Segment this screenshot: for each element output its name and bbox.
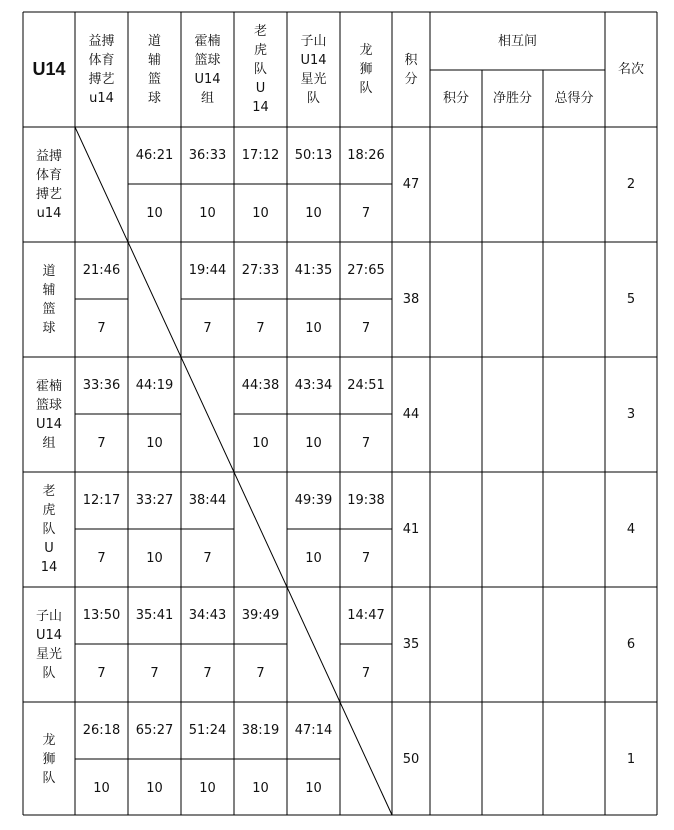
game-points: 10: [305, 780, 322, 796]
game-score: 41:35: [294, 263, 333, 278]
total-points: 38: [402, 292, 420, 307]
column-header-team: 益搏 体育 搏艺 u14: [88, 33, 115, 106]
rank-value: 2: [626, 177, 636, 192]
game-points: 10: [93, 780, 110, 796]
game-points: 10: [305, 550, 322, 566]
game-points: 7: [203, 550, 212, 566]
column-header-team: 龙 狮 队: [359, 43, 373, 96]
total-points: 41: [402, 522, 420, 537]
game-points: 7: [361, 550, 371, 566]
game-points: 10: [146, 205, 163, 221]
game-points: 7: [361, 435, 371, 451]
game-points: 7: [203, 320, 212, 336]
rank-header: 名次: [617, 62, 644, 77]
rank-value: 3: [626, 407, 636, 422]
table-title: U14: [32, 59, 66, 79]
game-score: 44:38: [241, 378, 280, 393]
game-points: 10: [252, 205, 269, 221]
game-score: 27:33: [241, 263, 280, 278]
row-header-team: 老 虎 队 U 14: [40, 484, 58, 575]
game-score: 38:19: [241, 723, 280, 738]
rank-value: 6: [626, 637, 636, 652]
game-score: 47:14: [294, 723, 333, 738]
row-header-team: 道 辅 篮 球: [42, 263, 56, 336]
rank-value: 1: [626, 752, 636, 767]
game-score: 49:39: [294, 493, 333, 508]
game-score: 17:12: [241, 148, 280, 163]
game-score: 39:49: [241, 608, 280, 623]
row-header-team: 龙 狮 队: [42, 733, 56, 786]
game-points: 10: [305, 320, 322, 336]
game-score: 65:27: [135, 723, 174, 738]
game-points: 10: [146, 550, 163, 566]
game-score: 51:24: [188, 723, 227, 738]
game-score: 33:27: [135, 493, 174, 508]
mutual-header: 相互间: [497, 33, 537, 49]
row-header-team: 益搏 体育 搏艺 u14: [35, 148, 62, 221]
game-points: 10: [252, 435, 269, 451]
game-score: 44:19: [135, 378, 174, 393]
game-points: 7: [256, 665, 265, 681]
rank-value: 4: [626, 522, 636, 537]
game-score: 26:18: [82, 723, 121, 738]
row-header-team: 霍楠 篮球 U14 组: [35, 378, 63, 451]
game-score: 24:51: [347, 378, 385, 393]
game-points: 7: [361, 320, 371, 336]
game-points: 7: [256, 320, 265, 336]
game-score: 14:47: [347, 608, 385, 623]
game-score: 19:44: [188, 263, 227, 278]
column-header-team: 霍楠 篮球 U14 组: [194, 33, 221, 106]
game-score: 18:26: [347, 148, 385, 163]
game-score: 13:50: [82, 608, 121, 623]
game-points: 7: [361, 665, 371, 681]
game-score: 12:17: [82, 493, 121, 508]
game-score: 19:38: [347, 493, 385, 508]
game-points: 10: [305, 435, 322, 451]
game-score: 27:65: [347, 263, 385, 278]
total-points: 35: [402, 637, 420, 652]
total-points: 44: [402, 407, 420, 422]
game-points: 7: [361, 205, 371, 221]
game-score: 50:13: [294, 148, 333, 163]
game-score: 21:46: [82, 263, 121, 278]
game-points: 10: [146, 435, 163, 451]
game-points: 7: [150, 665, 159, 681]
game-score: 33:36: [82, 378, 121, 393]
rank-value: 5: [626, 292, 636, 307]
column-header-team: 老 虎 队 U 14: [252, 24, 269, 115]
game-points: 7: [203, 665, 212, 681]
game-points: 7: [97, 435, 106, 451]
game-points: 7: [97, 665, 106, 681]
mutual-points-header: 积分: [442, 91, 469, 106]
game-points: 7: [97, 550, 106, 566]
total-points: 50: [402, 752, 420, 767]
row-header-team: 子山 U14 星光 队: [35, 608, 63, 681]
game-score: 35:41: [135, 608, 174, 623]
mutual-net-header: 净胜分: [492, 91, 532, 106]
game-points: 10: [199, 205, 216, 221]
total-points: 47: [402, 177, 420, 192]
game-points: 7: [97, 320, 106, 336]
game-score: 46:21: [135, 148, 174, 163]
game-points: 10: [199, 780, 216, 796]
game-score: 38:44: [188, 493, 227, 508]
column-header-team: 道 辅 篮 球: [147, 33, 161, 106]
mutual-total-header: 总得分: [554, 91, 594, 106]
column-header-team: 子山 U14 星光 队: [300, 33, 327, 106]
game-score: 36:33: [188, 148, 227, 163]
game-score: 34:43: [188, 608, 227, 623]
game-score: 43:34: [294, 378, 333, 393]
game-points: 10: [252, 780, 269, 796]
game-points: 10: [146, 780, 163, 796]
game-points: 10: [305, 205, 322, 221]
points-header: 积 分: [404, 52, 418, 87]
